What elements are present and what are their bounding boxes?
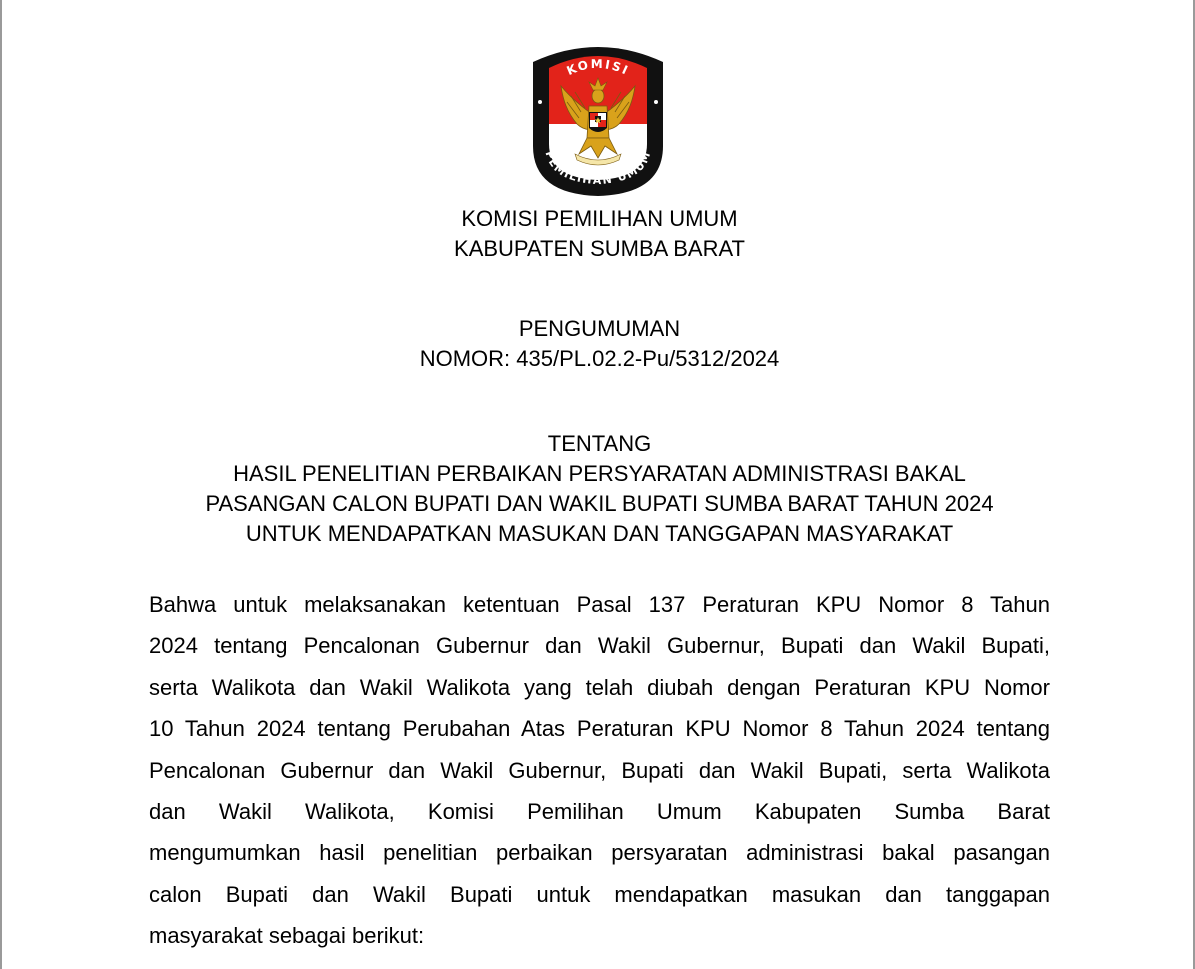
emblem-bottom-text: PEMILIHAN UMUM (542, 149, 654, 188)
topic-header (2, 429, 1195, 549)
org-name: KOMISI PEMILIHAN UMUM (461, 206, 738, 231)
body-line: calon Bupati dan Wakil Bupati untuk mendapatkan masukan dan tanggapan (149, 881, 1050, 907)
announcement-number: NOMOR: 435/PL.02.2-Pu/5312/2024 (419, 346, 780, 371)
announcement-header (2, 314, 1195, 374)
topic-label: TENTANG (547, 431, 652, 456)
kpu-emblem-icon (531, 46, 665, 196)
organization-header (2, 204, 1195, 264)
body-line: masyarakat sebagai berikut: (149, 923, 425, 949)
body-paragraph (149, 584, 1050, 957)
body-line: mengumumkan hasil penelitian perbaikan persyaratan administrasi bakal pasangan (149, 840, 1050, 866)
body-line: Bahwa untuk melaksanakan ketentuan Pasal 137 Peraturan KPU Nomor 8 Tahun (149, 592, 1050, 617)
topic-line: PASANGAN CALON BUPATI DAN WAKIL BUPATI SUMBA BARAT TAHUN 2024 (205, 491, 994, 516)
announcement-title: PENGUMUMAN (518, 316, 681, 341)
emblem-top-text: KOMISI (564, 56, 632, 79)
body-line: 2024 tentang Pencalonan Gubernur dan Wakil Gubernur, Bupati dan Wakil Bupati, (149, 633, 1050, 659)
topic-line: HASIL PENELITIAN PERBAIKAN PERSYARATAN ADMINISTRASI BAKAL (233, 461, 966, 486)
body-line: 10 Tahun 2024 tentang Perubahan Atas Peraturan KPU Nomor 8 Tahun 2024 tentang (149, 716, 1050, 742)
body-line: serta Walikota dan Wakil Walikota yang telah diubah dengan Peraturan KPU Nomor (149, 674, 1050, 700)
topic-line: UNTUK MENDAPATKAN MASUKAN DAN TANGGAPAN MASYARAKAT (245, 521, 954, 546)
body-line: Pencalonan Gubernur dan Wakil Gubernur, Bupati dan Wakil Bupati, serta Walikota (149, 757, 1050, 783)
org-region: KABUPATEN SUMBA BARAT (454, 236, 745, 261)
body-line: dan Wakil Walikota, Komisi Pemilihan Umum Kabupaten Sumba Barat (149, 799, 1050, 825)
